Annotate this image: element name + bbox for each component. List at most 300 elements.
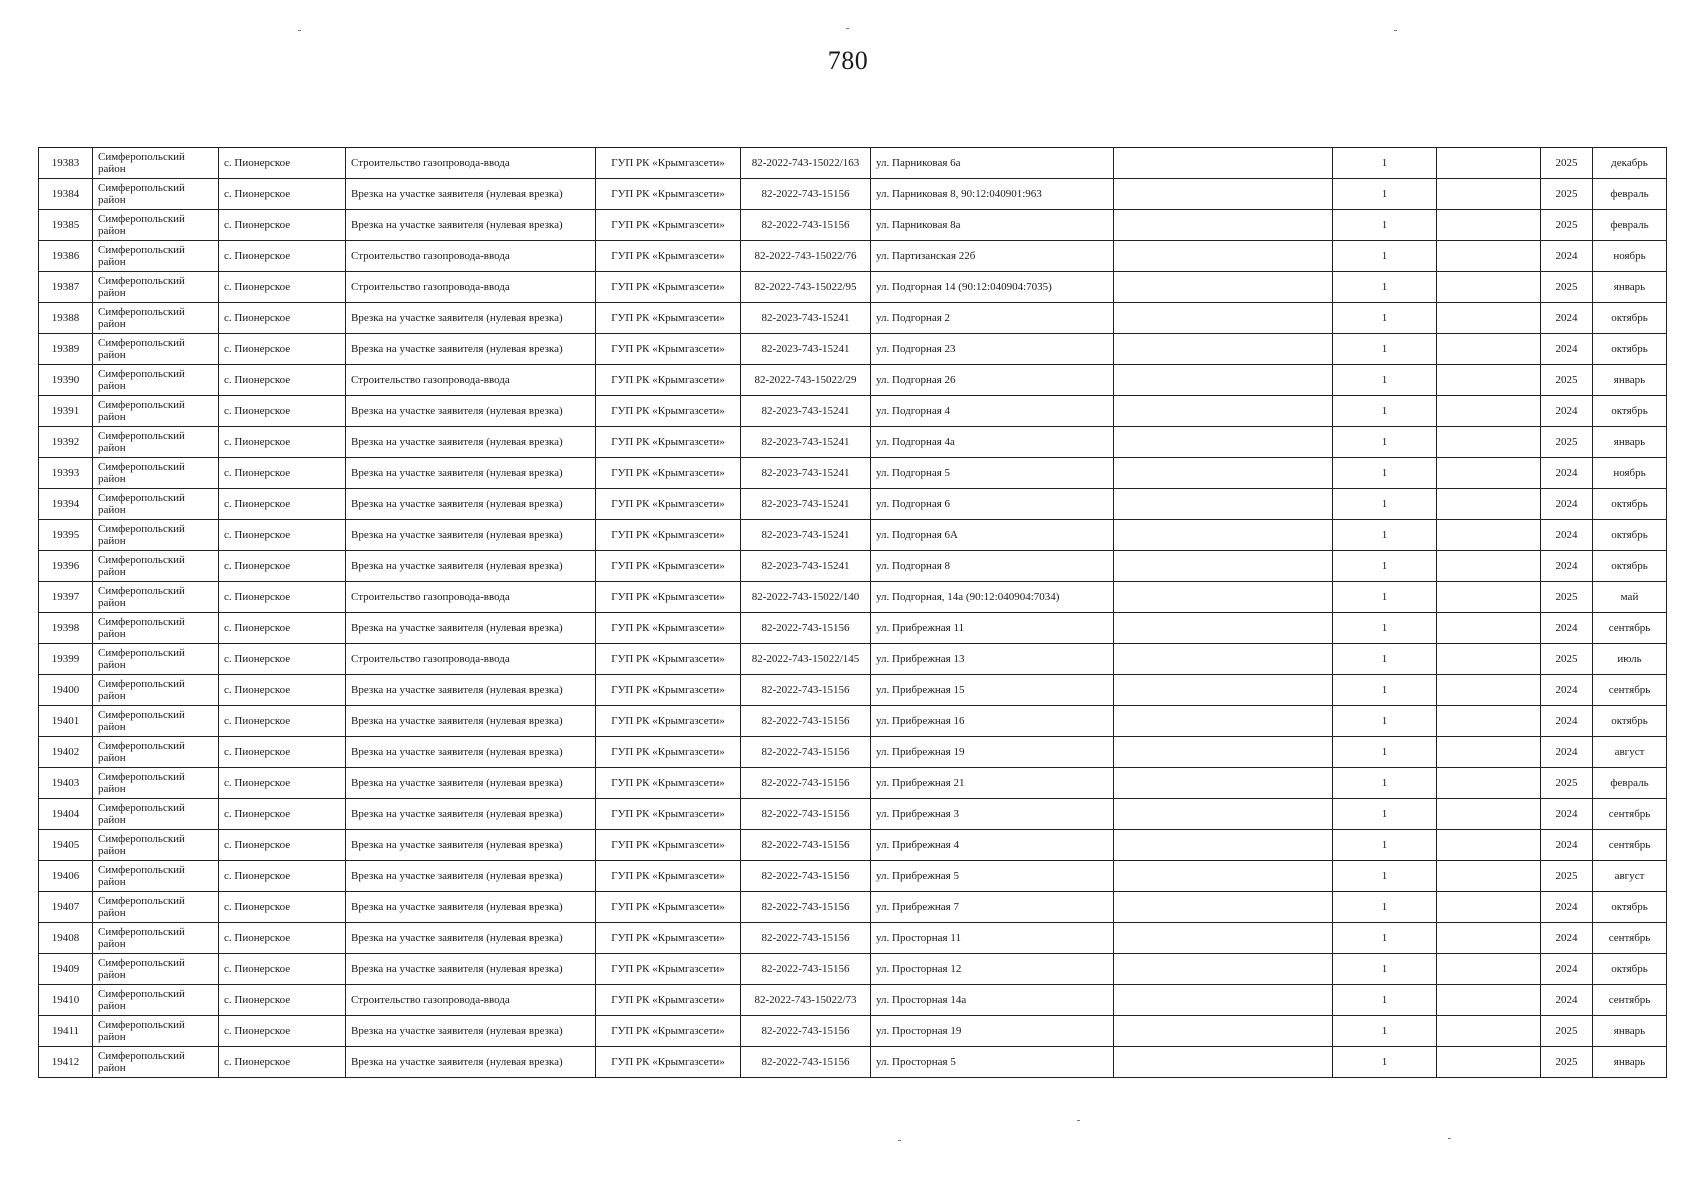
cell-address: ул. Прибрежная 4 — [871, 830, 1114, 861]
cell-district: Симферопольский район — [93, 768, 219, 799]
cell-organization: ГУП РК «Крымгазсети» — [596, 210, 741, 241]
table-row — [39, 985, 1667, 1016]
cell-village: с. Пионерское — [219, 303, 346, 334]
scan-speck — [898, 1140, 901, 1141]
cell-work-type: Врезка на участке заявителя (нулевая врезка) — [346, 768, 596, 799]
cell-year: 2024 — [1541, 706, 1593, 737]
cell-number: 19404 — [39, 799, 93, 830]
cell-village: с. Пионерское — [219, 520, 346, 551]
cell-empty — [1437, 892, 1541, 923]
cell-organization: ГУП РК «Крымгазсети» — [596, 613, 741, 644]
cell-empty — [1437, 582, 1541, 613]
cell-address: ул. Парниковая 8, 90:12:040901:963 — [871, 179, 1114, 210]
cell-address: ул. Подгорная 23 — [871, 334, 1114, 365]
cell-number: 19388 — [39, 303, 93, 334]
cell-work-type: Врезка на участке заявителя (нулевая врезка) — [346, 613, 596, 644]
cell-organization: ГУП РК «Крымгазсети» — [596, 334, 741, 365]
scan-speck — [1077, 1120, 1080, 1121]
cell-year: 2025 — [1541, 179, 1593, 210]
table-row — [39, 520, 1667, 551]
cell-organization: ГУП РК «Крымгазсети» — [596, 954, 741, 985]
cell-work-type: Врезка на участке заявителя (нулевая врезка) — [346, 737, 596, 768]
cell-district: Симферопольский район — [93, 458, 219, 489]
cell-district: Симферопольский район — [93, 148, 219, 179]
cell-month: февраль — [1593, 768, 1667, 799]
cell-number: 19412 — [39, 1047, 93, 1078]
table-row — [39, 582, 1667, 613]
table-row — [39, 303, 1667, 334]
cell-empty — [1114, 954, 1333, 985]
cell-address: ул. Подгорная 26 — [871, 365, 1114, 396]
cell-work-type: Врезка на участке заявителя (нулевая врезка) — [346, 396, 596, 427]
table-row — [39, 768, 1667, 799]
cell-village: с. Пионерское — [219, 985, 346, 1016]
cell-contract-number: 82-2023-743-15241 — [741, 520, 871, 551]
cell-district: Симферопольский район — [93, 861, 219, 892]
cell-year: 2024 — [1541, 954, 1593, 985]
cell-empty — [1437, 706, 1541, 737]
page-number: 780 — [827, 46, 869, 75]
cell-empty — [1437, 303, 1541, 334]
cell-month: октябрь — [1593, 551, 1667, 582]
cell-empty — [1114, 458, 1333, 489]
cell-contract-number: 82-2022-743-15022/29 — [741, 365, 871, 396]
cell-address: ул. Партизанская 22б — [871, 241, 1114, 272]
cell-work-type: Строительство газопровода-ввода — [346, 272, 596, 303]
cell-work-type: Врезка на участке заявителя (нулевая врезка) — [346, 1047, 596, 1078]
cell-number: 19411 — [39, 1016, 93, 1047]
cell-quantity: 1 — [1333, 520, 1437, 551]
cell-organization: ГУП РК «Крымгазсети» — [596, 365, 741, 396]
cell-number: 19386 — [39, 241, 93, 272]
cell-empty — [1114, 768, 1333, 799]
cell-month: октябрь — [1593, 303, 1667, 334]
cell-empty — [1437, 1047, 1541, 1078]
scan-speck — [1448, 1138, 1451, 1139]
table-row — [39, 272, 1667, 303]
cell-address: ул. Просторная 14а — [871, 985, 1114, 1016]
cell-work-type: Врезка на участке заявителя (нулевая врезка) — [346, 1016, 596, 1047]
cell-work-type: Строительство газопровода-ввода — [346, 985, 596, 1016]
cell-address: ул. Парниковая 6а — [871, 148, 1114, 179]
cell-village: с. Пионерское — [219, 334, 346, 365]
cell-village: с. Пионерское — [219, 1016, 346, 1047]
cell-number: 19387 — [39, 272, 93, 303]
cell-empty — [1114, 148, 1333, 179]
cell-district: Симферопольский район — [93, 923, 219, 954]
cell-village: с. Пионерское — [219, 644, 346, 675]
cell-contract-number: 82-2022-743-15156 — [741, 737, 871, 768]
cell-village: с. Пионерское — [219, 830, 346, 861]
cell-contract-number: 82-2022-743-15022/73 — [741, 985, 871, 1016]
table-row — [39, 458, 1667, 489]
cell-address: ул. Подгорная 8 — [871, 551, 1114, 582]
cell-empty — [1114, 520, 1333, 551]
register-table — [38, 147, 1667, 1078]
cell-number: 19385 — [39, 210, 93, 241]
cell-empty — [1114, 923, 1333, 954]
cell-district: Симферопольский район — [93, 737, 219, 768]
cell-organization: ГУП РК «Крымгазсети» — [596, 1047, 741, 1078]
cell-organization: ГУП РК «Крымгазсети» — [596, 489, 741, 520]
cell-work-type: Строительство газопровода-ввода — [346, 148, 596, 179]
cell-organization: ГУП РК «Крымгазсети» — [596, 1016, 741, 1047]
cell-empty — [1114, 985, 1333, 1016]
table-row — [39, 923, 1667, 954]
cell-contract-number: 82-2023-743-15241 — [741, 396, 871, 427]
cell-quantity: 1 — [1333, 1047, 1437, 1078]
cell-work-type: Врезка на участке заявителя (нулевая врезка) — [346, 954, 596, 985]
cell-number: 19391 — [39, 396, 93, 427]
cell-year: 2025 — [1541, 644, 1593, 675]
cell-quantity: 1 — [1333, 365, 1437, 396]
cell-address: ул. Подгорная 4 — [871, 396, 1114, 427]
cell-year: 2024 — [1541, 489, 1593, 520]
cell-district: Симферопольский район — [93, 489, 219, 520]
table-row — [39, 427, 1667, 458]
cell-address: ул. Просторная 11 — [871, 923, 1114, 954]
cell-month: октябрь — [1593, 520, 1667, 551]
cell-year: 2025 — [1541, 582, 1593, 613]
cell-contract-number: 82-2022-743-15022/140 — [741, 582, 871, 613]
cell-address: ул. Прибрежная 5 — [871, 861, 1114, 892]
cell-organization: ГУП РК «Крымгазсети» — [596, 737, 741, 768]
cell-village: с. Пионерское — [219, 737, 346, 768]
cell-contract-number: 82-2023-743-15241 — [741, 303, 871, 334]
cell-work-type: Строительство газопровода-ввода — [346, 241, 596, 272]
cell-month: октябрь — [1593, 954, 1667, 985]
cell-month: август — [1593, 737, 1667, 768]
cell-empty — [1114, 582, 1333, 613]
cell-village: с. Пионерское — [219, 272, 346, 303]
cell-village: с. Пионерское — [219, 365, 346, 396]
table-row — [39, 334, 1667, 365]
cell-empty — [1114, 303, 1333, 334]
cell-address: ул. Подгорная 5 — [871, 458, 1114, 489]
cell-village: с. Пионерское — [219, 861, 346, 892]
cell-address: ул. Прибрежная 19 — [871, 737, 1114, 768]
cell-contract-number: 82-2022-743-15156 — [741, 830, 871, 861]
cell-district: Симферопольский район — [93, 396, 219, 427]
table-row — [39, 737, 1667, 768]
cell-district: Симферопольский район — [93, 241, 219, 272]
cell-work-type: Врезка на участке заявителя (нулевая врезка) — [346, 334, 596, 365]
cell-organization: ГУП РК «Крымгазсети» — [596, 241, 741, 272]
cell-year: 2024 — [1541, 520, 1593, 551]
cell-address: ул. Подгорная 6А — [871, 520, 1114, 551]
cell-district: Симферопольский район — [93, 675, 219, 706]
cell-number: 19398 — [39, 613, 93, 644]
cell-village: с. Пионерское — [219, 954, 346, 985]
cell-work-type: Врезка на участке заявителя (нулевая врезка) — [346, 210, 596, 241]
cell-empty — [1437, 954, 1541, 985]
table-row — [39, 1016, 1667, 1047]
cell-month: сентябрь — [1593, 830, 1667, 861]
cell-number: 19392 — [39, 427, 93, 458]
cell-empty — [1114, 1047, 1333, 1078]
cell-contract-number: 82-2022-743-15022/76 — [741, 241, 871, 272]
cell-empty — [1437, 489, 1541, 520]
cell-empty — [1114, 427, 1333, 458]
table-row — [39, 644, 1667, 675]
cell-month: май — [1593, 582, 1667, 613]
cell-year: 2024 — [1541, 830, 1593, 861]
cell-empty — [1437, 427, 1541, 458]
cell-address: ул. Прибрежная 16 — [871, 706, 1114, 737]
cell-empty — [1114, 799, 1333, 830]
cell-empty — [1437, 861, 1541, 892]
cell-empty — [1437, 241, 1541, 272]
cell-organization: ГУП РК «Крымгазсети» — [596, 303, 741, 334]
cell-organization: ГУП РК «Крымгазсети» — [596, 272, 741, 303]
cell-empty — [1114, 613, 1333, 644]
cell-quantity: 1 — [1333, 675, 1437, 706]
cell-number: 19410 — [39, 985, 93, 1016]
table-row — [39, 551, 1667, 582]
cell-quantity: 1 — [1333, 923, 1437, 954]
cell-empty — [1114, 830, 1333, 861]
cell-year: 2025 — [1541, 210, 1593, 241]
cell-empty — [1437, 830, 1541, 861]
cell-village: с. Пионерское — [219, 210, 346, 241]
cell-empty — [1114, 644, 1333, 675]
cell-month: январь — [1593, 1047, 1667, 1078]
cell-contract-number: 82-2022-743-15156 — [741, 613, 871, 644]
cell-month: июль — [1593, 644, 1667, 675]
cell-work-type: Врезка на участке заявителя (нулевая врезка) — [346, 179, 596, 210]
cell-number: 19393 — [39, 458, 93, 489]
cell-year: 2024 — [1541, 799, 1593, 830]
cell-month: октябрь — [1593, 489, 1667, 520]
cell-contract-number: 82-2023-743-15241 — [741, 334, 871, 365]
cell-district: Симферопольский район — [93, 644, 219, 675]
cell-organization: ГУП РК «Крымгазсети» — [596, 706, 741, 737]
cell-empty — [1437, 210, 1541, 241]
cell-year: 2025 — [1541, 1047, 1593, 1078]
cell-number: 19401 — [39, 706, 93, 737]
cell-village: с. Пионерское — [219, 179, 346, 210]
cell-organization: ГУП РК «Крымгазсети» — [596, 396, 741, 427]
cell-contract-number: 82-2022-743-15156 — [741, 954, 871, 985]
cell-year: 2024 — [1541, 241, 1593, 272]
cell-contract-number: 82-2022-743-15022/163 — [741, 148, 871, 179]
cell-quantity: 1 — [1333, 210, 1437, 241]
cell-number: 19407 — [39, 892, 93, 923]
table-row — [39, 861, 1667, 892]
cell-month: ноябрь — [1593, 241, 1667, 272]
cell-village: с. Пионерское — [219, 613, 346, 644]
cell-quantity: 1 — [1333, 396, 1437, 427]
cell-district: Симферопольский район — [93, 706, 219, 737]
cell-address: ул. Прибрежная 15 — [871, 675, 1114, 706]
cell-organization: ГУП РК «Крымгазсети» — [596, 644, 741, 675]
cell-village: с. Пионерское — [219, 551, 346, 582]
cell-work-type: Врезка на участке заявителя (нулевая врезка) — [346, 830, 596, 861]
cell-month: сентябрь — [1593, 923, 1667, 954]
cell-number: 19402 — [39, 737, 93, 768]
cell-number: 19405 — [39, 830, 93, 861]
cell-empty — [1437, 985, 1541, 1016]
cell-address: ул. Прибрежная 3 — [871, 799, 1114, 830]
cell-number: 19383 — [39, 148, 93, 179]
cell-number: 19406 — [39, 861, 93, 892]
cell-organization: ГУП РК «Крымгазсети» — [596, 923, 741, 954]
cell-empty — [1114, 272, 1333, 303]
cell-village: с. Пионерское — [219, 799, 346, 830]
cell-number: 19390 — [39, 365, 93, 396]
cell-address: ул. Просторная 5 — [871, 1047, 1114, 1078]
cell-year: 2025 — [1541, 768, 1593, 799]
cell-work-type: Врезка на участке заявителя (нулевая врезка) — [346, 799, 596, 830]
cell-quantity: 1 — [1333, 179, 1437, 210]
cell-address: ул. Подгорная 2 — [871, 303, 1114, 334]
cell-empty — [1114, 551, 1333, 582]
cell-number: 19397 — [39, 582, 93, 613]
cell-work-type: Врезка на участке заявителя (нулевая врезка) — [346, 892, 596, 923]
cell-district: Симферопольский район — [93, 892, 219, 923]
cell-number: 19384 — [39, 179, 93, 210]
cell-organization: ГУП РК «Крымгазсети» — [596, 582, 741, 613]
cell-quantity: 1 — [1333, 737, 1437, 768]
cell-quantity: 1 — [1333, 148, 1437, 179]
table-row — [39, 365, 1667, 396]
cell-empty — [1437, 737, 1541, 768]
cell-empty — [1437, 396, 1541, 427]
cell-village: с. Пионерское — [219, 148, 346, 179]
cell-contract-number: 82-2023-743-15241 — [741, 458, 871, 489]
scan-speck — [1394, 30, 1397, 31]
table-row — [39, 799, 1667, 830]
cell-address: ул. Прибрежная 11 — [871, 613, 1114, 644]
cell-organization: ГУП РК «Крымгазсети» — [596, 520, 741, 551]
table-row — [39, 179, 1667, 210]
cell-month: сентябрь — [1593, 613, 1667, 644]
cell-month: октябрь — [1593, 892, 1667, 923]
cell-empty — [1114, 179, 1333, 210]
cell-organization: ГУП РК «Крымгазсети» — [596, 830, 741, 861]
cell-month: январь — [1593, 272, 1667, 303]
cell-district: Симферопольский район — [93, 179, 219, 210]
cell-district: Симферопольский район — [93, 1016, 219, 1047]
table-row — [39, 675, 1667, 706]
cell-month: сентябрь — [1593, 675, 1667, 706]
cell-quantity: 1 — [1333, 706, 1437, 737]
cell-organization: ГУП РК «Крымгазсети» — [596, 985, 741, 1016]
cell-organization: ГУП РК «Крымгазсети» — [596, 675, 741, 706]
scan-speck — [298, 30, 301, 31]
cell-organization: ГУП РК «Крымгазсети» — [596, 551, 741, 582]
cell-quantity: 1 — [1333, 272, 1437, 303]
cell-work-type: Врезка на участке заявителя (нулевая врезка) — [346, 551, 596, 582]
cell-village: с. Пионерское — [219, 396, 346, 427]
cell-contract-number: 82-2022-743-15156 — [741, 1047, 871, 1078]
cell-work-type: Врезка на участке заявителя (нулевая врезка) — [346, 923, 596, 954]
cell-contract-number: 82-2022-743-15156 — [741, 799, 871, 830]
cell-month: февраль — [1593, 179, 1667, 210]
cell-contract-number: 82-2022-743-15156 — [741, 179, 871, 210]
cell-village: с. Пионерское — [219, 582, 346, 613]
cell-quantity: 1 — [1333, 799, 1437, 830]
cell-empty — [1437, 334, 1541, 365]
cell-district: Симферопольский район — [93, 830, 219, 861]
cell-organization: ГУП РК «Крымгазсети» — [596, 892, 741, 923]
cell-quantity: 1 — [1333, 551, 1437, 582]
scan-speck — [846, 28, 849, 29]
cell-empty — [1437, 675, 1541, 706]
table-row — [39, 241, 1667, 272]
cell-district: Симферопольский район — [93, 334, 219, 365]
cell-empty — [1437, 923, 1541, 954]
cell-quantity: 1 — [1333, 427, 1437, 458]
cell-empty — [1114, 365, 1333, 396]
cell-year: 2025 — [1541, 148, 1593, 179]
cell-district: Симферопольский район — [93, 582, 219, 613]
cell-year: 2024 — [1541, 334, 1593, 365]
register-body — [39, 148, 1667, 1078]
cell-year: 2024 — [1541, 458, 1593, 489]
cell-contract-number: 82-2022-743-15156 — [741, 923, 871, 954]
cell-year: 2024 — [1541, 613, 1593, 644]
cell-contract-number: 82-2022-743-15156 — [741, 210, 871, 241]
cell-quantity: 1 — [1333, 768, 1437, 799]
cell-empty — [1437, 1016, 1541, 1047]
cell-empty — [1437, 644, 1541, 675]
cell-address: ул. Прибрежная 13 — [871, 644, 1114, 675]
cell-contract-number: 82-2023-743-15241 — [741, 489, 871, 520]
cell-year: 2025 — [1541, 427, 1593, 458]
cell-work-type: Врезка на участке заявителя (нулевая врезка) — [346, 303, 596, 334]
cell-quantity: 1 — [1333, 892, 1437, 923]
table-row — [39, 489, 1667, 520]
cell-month: январь — [1593, 365, 1667, 396]
cell-district: Симферопольский район — [93, 520, 219, 551]
cell-contract-number: 82-2023-743-15241 — [741, 427, 871, 458]
cell-organization: ГУП РК «Крымгазсети» — [596, 768, 741, 799]
cell-month: январь — [1593, 1016, 1667, 1047]
cell-year: 2025 — [1541, 272, 1593, 303]
cell-organization: ГУП РК «Крымгазсети» — [596, 861, 741, 892]
cell-quantity: 1 — [1333, 489, 1437, 520]
cell-month: сентябрь — [1593, 985, 1667, 1016]
cell-year: 2024 — [1541, 892, 1593, 923]
table-row — [39, 1047, 1667, 1078]
cell-work-type: Врезка на участке заявителя (нулевая врезка) — [346, 458, 596, 489]
cell-number: 19403 — [39, 768, 93, 799]
cell-work-type: Строительство газопровода-ввода — [346, 365, 596, 396]
table-row — [39, 830, 1667, 861]
cell-empty — [1437, 613, 1541, 644]
cell-number: 19409 — [39, 954, 93, 985]
cell-year: 2025 — [1541, 1016, 1593, 1047]
cell-month: сентябрь — [1593, 799, 1667, 830]
cell-empty — [1437, 148, 1541, 179]
cell-district: Симферопольский район — [93, 799, 219, 830]
cell-contract-number: 82-2022-743-15156 — [741, 768, 871, 799]
cell-organization: ГУП РК «Крымгазсети» — [596, 458, 741, 489]
cell-empty — [1437, 768, 1541, 799]
cell-number: 19400 — [39, 675, 93, 706]
cell-number: 19408 — [39, 923, 93, 954]
cell-empty — [1437, 272, 1541, 303]
cell-work-type: Строительство газопровода-ввода — [346, 644, 596, 675]
cell-empty — [1437, 365, 1541, 396]
cell-month: декабрь — [1593, 148, 1667, 179]
cell-village: с. Пионерское — [219, 241, 346, 272]
cell-month: август — [1593, 861, 1667, 892]
cell-empty — [1114, 241, 1333, 272]
cell-number: 19394 — [39, 489, 93, 520]
cell-contract-number: 82-2022-743-15156 — [741, 861, 871, 892]
